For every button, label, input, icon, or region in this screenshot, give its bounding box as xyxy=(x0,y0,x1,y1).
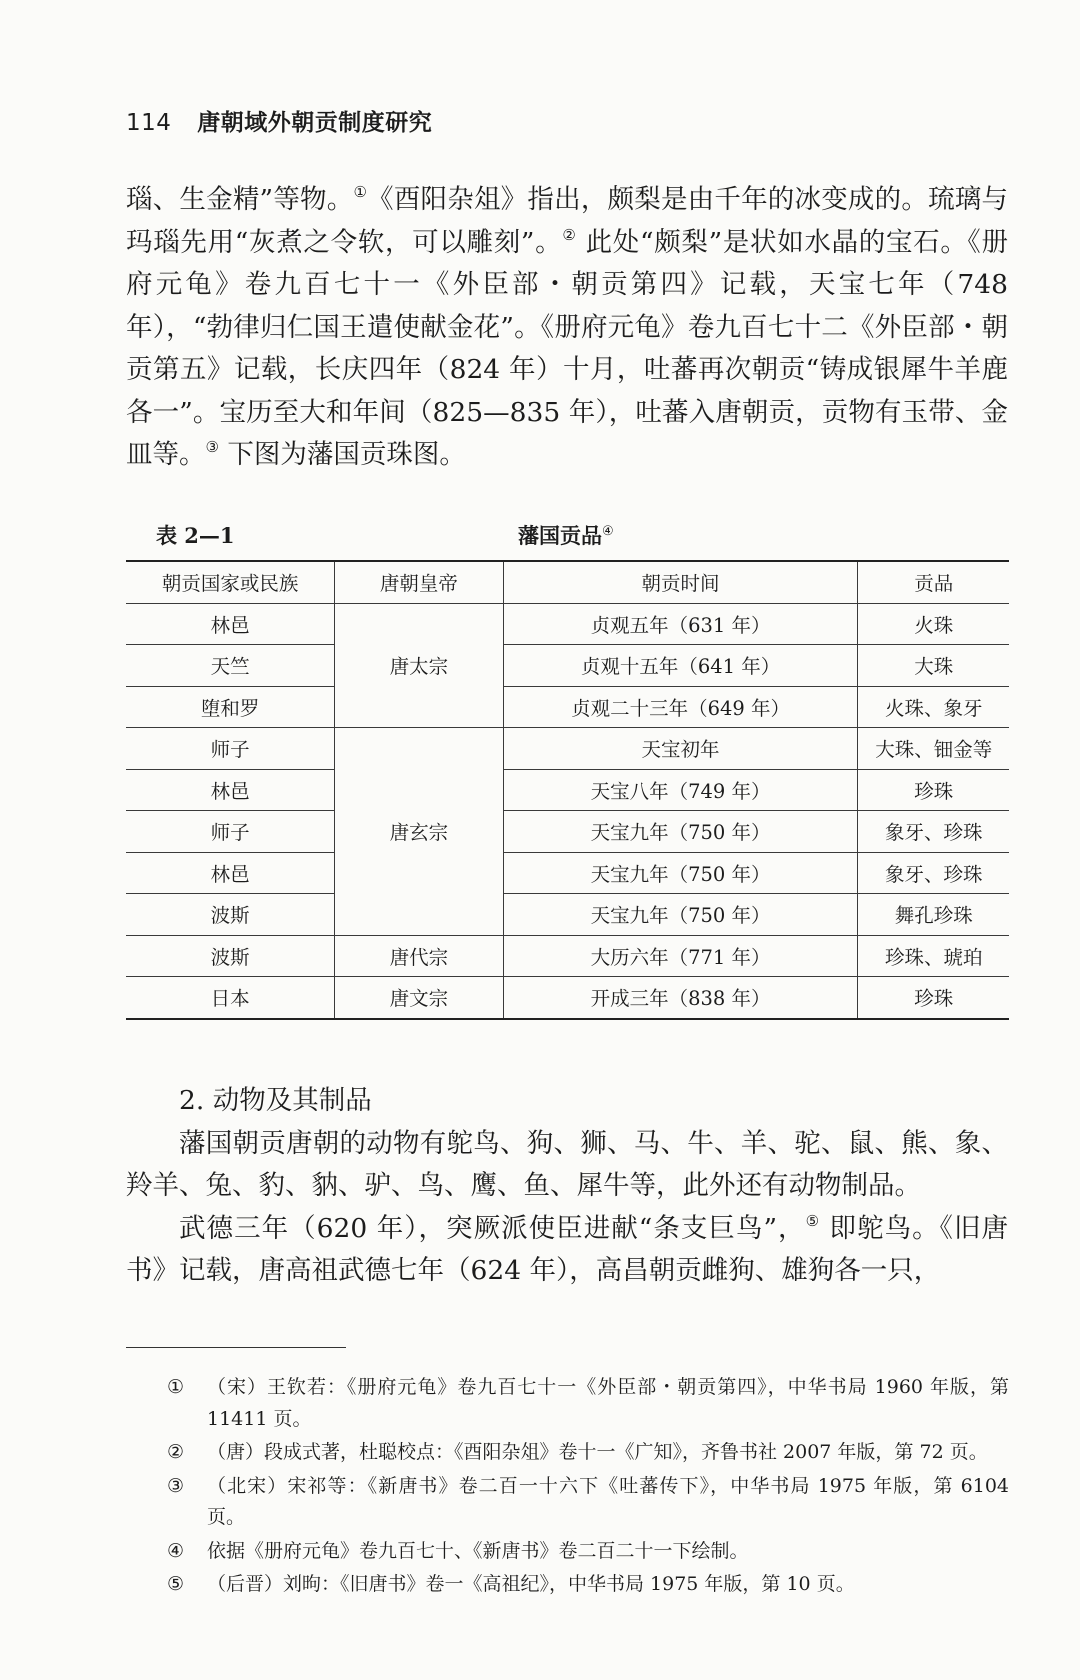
footnote-text: （后晋）刘昫：《旧唐书》卷一《高祖纪》，中华书局 1975 年版，第 10 页。 xyxy=(207,1573,855,1595)
footnote-text: 依据《册府元龟》卷九百七十、《新唐书》卷二百二十一下绘制。 xyxy=(207,1539,749,1562)
column-header: 唐朝皇帝 xyxy=(335,561,503,603)
table-row xyxy=(126,603,1009,645)
goods-cell: 珍珠、琥珀 xyxy=(858,935,1009,977)
emperor-cell: 唐太宗 xyxy=(335,603,503,728)
footnote-mark: ③ xyxy=(167,1474,185,1497)
footnote-mark: ② xyxy=(167,1441,185,1463)
goods-cell: 大珠、钿金等 xyxy=(858,728,1009,770)
table-row xyxy=(126,645,1009,687)
footnote-ref[interactable]: ⑤ xyxy=(805,1211,821,1230)
country-cell: 波斯 xyxy=(126,894,335,936)
footnote-text: （北宋）宋祁等：《新唐书》卷二百一十六下《吐蕃传下》，中华书局 1975 年版，第 6104 页。 xyxy=(207,1474,1009,1528)
footnote-mark: ⑤ xyxy=(167,1573,185,1595)
table-row xyxy=(126,769,1009,811)
footnote xyxy=(167,1471,1009,1534)
section-block xyxy=(126,1080,1008,1293)
tribute-table xyxy=(126,560,1009,1020)
country-cell: 日本 xyxy=(126,977,335,1019)
footnote-ref[interactable]: ④ xyxy=(602,524,614,539)
footnote xyxy=(167,1437,1009,1469)
table-row xyxy=(126,894,1009,936)
footnote xyxy=(167,1372,1009,1435)
time-cell: 开成三年（838 年） xyxy=(503,977,858,1019)
footnote-ref[interactable]: ③ xyxy=(205,438,219,456)
goods-cell: 大珠 xyxy=(858,645,1009,687)
time-cell: 天宝八年（749 年） xyxy=(503,769,858,811)
footnotes xyxy=(167,1372,1009,1603)
footnote-text: （宋）王钦若：《册府元龟》卷九百七十一《外臣部・朝贡第四》，中华书局 1960 年版，第 11411 页。 xyxy=(207,1376,1009,1430)
country-cell: 林邑 xyxy=(126,603,335,645)
time-cell: 贞观二十三年（649 年） xyxy=(503,686,858,728)
footnote xyxy=(167,1569,1009,1601)
text-run: 此处“颇梨”是状如水晶的宝石。《册府元龟》卷九百七十一《外臣部・朝贡第四》记载，天宝七年（748 年），“勃律归仁国王遣使献金花”。《册府元龟》卷九百七十二《外臣部・朝贡第五》记载，长庆四年（824 年）十月，吐蕃再次朝贡“铸成银犀牛羊鹿各一”。宝历至大和年间（825—835 年），吐蕃入唐朝贡，贡物有玉带、金皿等。 xyxy=(126,226,1008,470)
table-row xyxy=(126,852,1009,894)
country-cell: 师子 xyxy=(126,728,335,770)
time-cell: 天宝九年（750 年） xyxy=(503,852,858,894)
text-run: 瑙、生金精”等物。 xyxy=(126,184,354,215)
column-header: 贡品 xyxy=(858,561,1009,603)
table-row xyxy=(126,935,1009,977)
table-title xyxy=(518,520,614,550)
table-row xyxy=(126,728,1009,770)
footnote-mark: ① xyxy=(167,1376,185,1398)
column-header: 朝贡国家或民族 xyxy=(126,561,335,603)
body-paragraph xyxy=(126,1208,1008,1293)
time-cell: 贞观五年（631 年） xyxy=(503,603,858,645)
goods-cell: 珍珠 xyxy=(858,977,1009,1019)
footnote xyxy=(167,1536,1009,1568)
time-cell: 贞观十五年（641 年） xyxy=(503,645,858,687)
goods-cell: 火珠、象牙 xyxy=(858,686,1009,728)
goods-cell: 象牙、珍珠 xyxy=(858,852,1009,894)
emperor-cell: 唐玄宗 xyxy=(335,728,503,936)
time-cell: 天宝初年 xyxy=(503,728,858,770)
table-header-row xyxy=(126,561,1009,603)
goods-cell: 珍珠 xyxy=(858,769,1009,811)
emperor-cell: 唐文宗 xyxy=(335,977,503,1019)
table-number: 表 2—1 xyxy=(156,523,235,548)
country-cell: 林邑 xyxy=(126,769,335,811)
footnote-ref[interactable]: ① xyxy=(353,183,368,201)
goods-cell: 火珠 xyxy=(858,603,1009,645)
country-cell: 波斯 xyxy=(126,935,335,977)
running-header xyxy=(126,104,432,137)
footnote-mark: ④ xyxy=(167,1539,185,1562)
country-cell: 师子 xyxy=(126,811,335,853)
goods-cell: 象牙、珍珠 xyxy=(858,811,1009,853)
text-run: 即鸵鸟。《旧唐书》记载，唐高祖武德七年（624 年），高昌朝贡雌狗、雄狗各一只， xyxy=(126,1212,1008,1286)
text-run: 《酉阳杂俎》指出，颇梨是由千年的冰变成的。琉璃与玛瑙先用“灰煮之令软，可以雕刻”。 xyxy=(126,184,1008,258)
footnote-ref[interactable]: ② xyxy=(562,225,577,244)
time-cell: 大历六年（771 年） xyxy=(503,935,858,977)
column-header: 朝贡时间 xyxy=(503,561,858,603)
body-paragraph: 藩国朝贡唐朝的动物有鸵鸟、狗、狮、马、牛、羊、驼、鼠、熊、象、羚羊、兔、豹、豽、驴、鸟、鹰、鱼、犀牛等，此外还有动物制品。 xyxy=(126,1127,1008,1201)
section-heading: 2. 动物及其制品 xyxy=(179,1085,372,1116)
table-row xyxy=(126,686,1009,728)
footnote-text: （唐）段成式著，杜聪校点：《酉阳杂俎》卷十一《广知》，齐鲁书社 2007 年版，第 72 页。 xyxy=(207,1441,988,1463)
book-title: 唐朝域外朝贡制度研究 xyxy=(197,110,433,136)
country-cell: 天竺 xyxy=(126,645,335,687)
table-row xyxy=(126,977,1009,1019)
goods-cell: 舞孔珍珠 xyxy=(858,894,1009,936)
time-cell: 天宝九年（750 年） xyxy=(503,894,858,936)
text-run: 武德三年（620 年），突厥派使臣进献“条支巨鸟”， xyxy=(179,1212,806,1244)
table-row xyxy=(126,811,1009,853)
country-cell: 林邑 xyxy=(126,852,335,894)
time-cell: 天宝九年（750 年） xyxy=(503,811,858,853)
emperor-cell: 唐代宗 xyxy=(335,935,503,977)
text-run: 下图为藩国贡珠图。 xyxy=(218,439,466,470)
page-number: 114 xyxy=(126,110,172,136)
country-cell: 堕和罗 xyxy=(126,686,335,728)
body-paragraph xyxy=(126,179,1008,477)
footnote-divider xyxy=(126,1347,346,1348)
table-title-text: 藩国贡品 xyxy=(518,523,602,548)
